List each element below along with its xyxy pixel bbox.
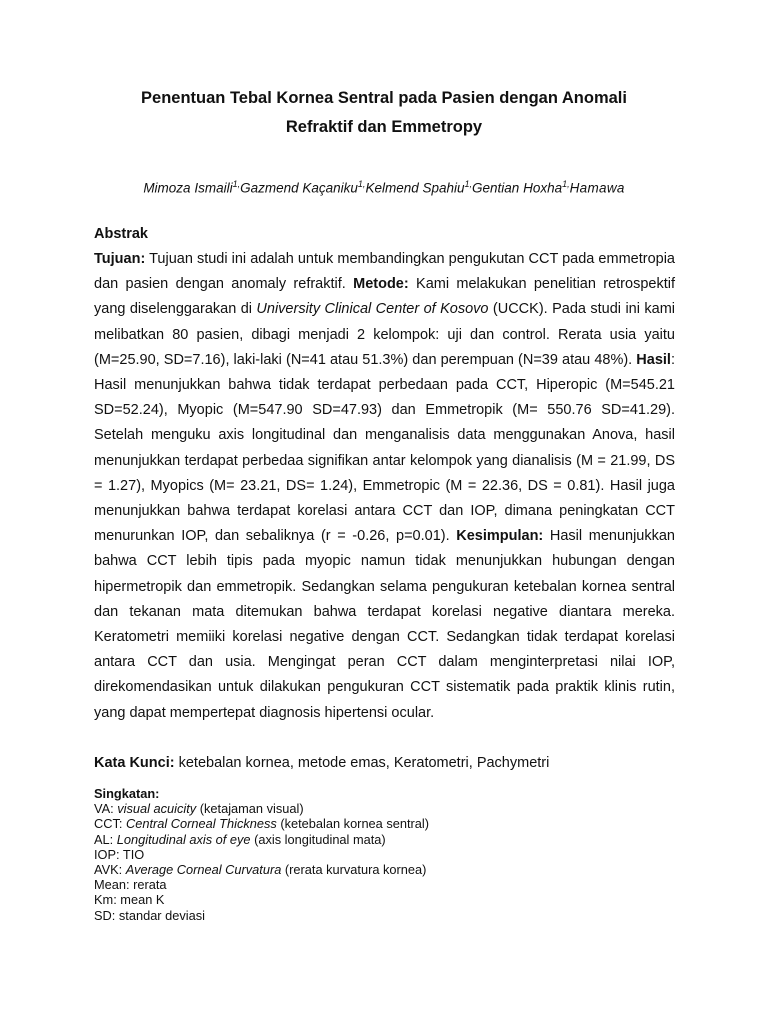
title-line-2: Refraktif dan Emmetropy: [285, 118, 483, 136]
metode-label: Metode:: [353, 276, 409, 293]
abbreviation-item: Km: mean K: [94, 892, 165, 908]
abbreviation-item: SD: standar deviasi: [94, 907, 205, 923]
hasil-text: : Hasil menunjukkan bahwa tidak terdapat perbedaan pada CCT, Hiperopic (M=545.21 SD=52.24), Myopic (M=547.90 SD=47.93) dan Emmetropik (M= 550.76 SD=41.29). Setelah menguku axis longitudinal dan menganalisis data menggunakan Anova, hasil menunjukkan terdapat perbedaa signifikan antar kelompok yang dianalisis (M = 21.99, DS = 1.27), Myopics (M= 23.21, DS= 1.24), Emmetropic (M = 22.36, DS = 0.81). Hasil juga menunjukkan bahwa terdapat korelasi antara CCT dan IOP, dimana peningkatan CCT menurunkan IOP, dan sebaliknya (r = -0.26, p=0.01).: [94, 351, 675, 545]
abbreviations-list: [94, 786, 675, 923]
author-affiliation: 1,: [562, 179, 570, 189]
abbreviation-item: IOP: TIO: [94, 846, 145, 862]
tujuan-label: Tujuan:: [94, 251, 146, 267]
author-name: Kelmend Spahiu: [365, 180, 465, 196]
metode-text-continued: (UCCK). Pada studi ini kami melibatkan 80 pasien, dibagi menjadi 2 kelompok: uji dan control. Rerata usia yaitu (M=25.90, SD=7.16), laki-laki (N=41 atau 51.3%) dan perempuan (N=39 atau 48%).: [94, 301, 675, 368]
keywords-text: ketebalan kornea, metode emas, Keratometri, Pachymetri: [174, 755, 550, 771]
author-affiliation: 1,: [232, 179, 241, 189]
author-name: Gentian Hoxha: [472, 180, 563, 196]
author-affiliation: 1,: [357, 179, 366, 189]
kesimpulan-label: Kesimpulan:: [456, 528, 544, 545]
author-affiliation: 1,: [464, 179, 473, 189]
abbreviation-item: AL: Longitudinal axis of eye (axis longitudinal mata): [94, 831, 386, 847]
abstract-body: [94, 247, 675, 726]
study-location: University Clinical Center of Kosovo: [256, 301, 489, 318]
abbreviations-heading: Singkatan:: [94, 786, 160, 801]
title-line-1: Penentuan Tebal Kornea Sentral pada Pasien dengan Anomali: [141, 89, 627, 107]
keywords-label: Kata Kunci:: [94, 755, 175, 771]
abstract-heading: Abstrak: [94, 226, 148, 242]
paper-title: [80, 84, 688, 142]
abbreviation-item: VA: visual acuicity (ketajaman visual): [94, 801, 304, 817]
kesimpulan-text: Hasil menunjukkan bahwa CCT lebih tipis pada myopic namun tidak menunjukkan hubungan dengan hipermetropik dan emmetropik. Sedangkan selama pengukuran ketebalan kornea sentral dan tekanan mata ditemukan bahwa terdapat korelasi negative diantara mereka. Keratometri memiiki korelasi negative dengan CCT. Sedangkan tidak terdapat korelasi antara CCT dan usia. Mengingat peran CCT dalam menginterpretasi nilai IOP, direkomendasikan untuk dilakukan pengukuran CCT sistematik pada praktik klinis rutin, yang dapat mempertepat diagnosis hipertensi ocular.: [94, 528, 675, 721]
abbreviation-item: CCT: Central Corneal Thickness (ketebalan kornea sentral): [94, 816, 430, 832]
abbreviation-item: AVK: Average Corneal Curvatura (rerata kurvatura kornea): [94, 862, 427, 878]
hasil-label: Hasil: [636, 351, 671, 368]
abbreviation-item: Mean: rerata: [94, 877, 167, 893]
keywords: [94, 752, 675, 774]
tujuan-text: Tujuan studi ini adalah untuk membandingkan pengukutan CCT pada emmetropia dan pasien dengan anomaly refraktif.: [94, 251, 675, 293]
author-name: Mimoza Ismaili: [143, 180, 233, 196]
metode-text: Kami melakukan penelitian retrospektif yang diselenggarakan di: [94, 276, 675, 318]
author-list: [80, 175, 688, 198]
author-name: Hamawa: [569, 180, 625, 196]
author-name: Gazmend Kaçaniku: [240, 180, 358, 196]
